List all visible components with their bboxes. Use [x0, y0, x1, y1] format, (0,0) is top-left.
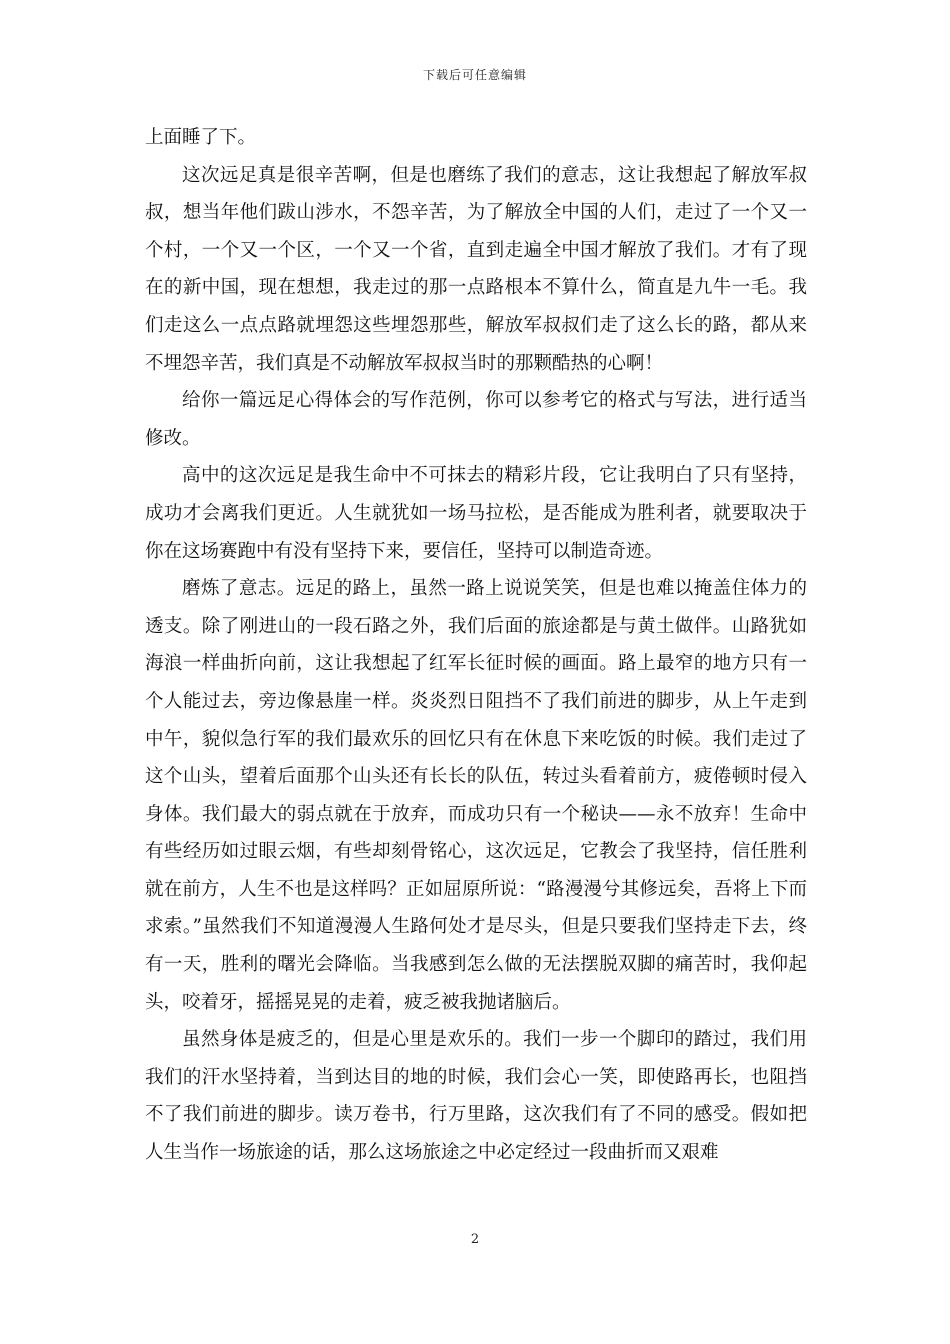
paragraph: 给你一篇远足心得体会的写作范例，你可以参考它的格式与写法，进行适当修改。 — [145, 390, 807, 449]
paragraph-continuation: 上面睡了下。 — [145, 127, 257, 148]
page-number: 2 — [470, 1232, 480, 1247]
paragraph: 高中的这次远足是我生命中不可抹去的精彩片段，它让我明白了只有坚持，成功才会离我们更近。人生就犹如一场马拉松，是否能成为胜利者，就要取决于你在这场赛跑中有没有坚持下来，要信任，坚持可以制造奇迹。 — [145, 465, 807, 562]
paragraph: 虽然身体是疲乏的，但是心里是欢乐的。我们一步一个脚印的踏过，我们用我们的汗水坚持着，当到达目的地的时候，我们会心一笑，即使路再长，也阻挡不了我们前进的脚步。读万卷书，行万里路，这次我们有了不同的感受。假如把人生当作一场旅途的话，那么这场旅途之中必定经过一段曲折而又艰难 — [145, 1029, 807, 1164]
page-header: 下载后可任意编辑 — [422, 68, 527, 82]
document-body — [145, 119, 807, 1172]
paragraph: 磨炼了意志。远足的路上，虽然一路上说说笑笑，但是也难以掩盖住体力的透支。除了刚进山的一段石路之外，我们后面的旅途都是与黄土做伴。山路犹如海浪一样曲折向前，这让我想起了红军长征时候的画面。路上最窄的地方只有一个人能过去，旁边像悬崖一样。炎炎烈日阻挡不了我们前进的脚步，从上午走到中午，貌似急行军的我们最欢乐的回忆只有在休息下来吃饭的时候。我们走过了这个山头，望着后面那个山头还有长长的队伍，转过头看着前方，疲倦顿时侵入身体。我们最大的弱点就在于放弃，而成功只有一个秘诀——永不放弃！生命中有些经历如过眼云烟，有些却刻骨铭心，这次远足，它教会了我坚持，信任胜利就在前方，人生不也是这样吗？正如屈原所说：“路漫漫兮其修远矣，吾将上下而求索。”虽然我们不知道漫漫人生路何处才是尽头，但是只要我们坚持走下去，终有一天，胜利的曙光会降临。当我感到怎么做的无法摆脱双脚的痛苦时，我仰起头，咬着牙，摇摇晃晃的走着，疲乏被我抛诸脑后。 — [145, 578, 807, 1013]
paragraph: 这次远足真是很辛苦啊，但是也磨练了我们的意志，这让我想起了解放军叔叔，想当年他们跋山涉水，不怨辛苦，为了解放全中国的人们，走过了一个又一个村，一个又一个区，一个又一个省，直到走遍全中国才解放了我们。才有了现在的新中国，现在想想，我走过的那一点路根本不算什么，简直是九牛一毛。我们走这么一点点路就埋怨这些埋怨那些，解放军叔叔们走了这么长的路，都从来不埋怨辛苦，我们真是不动解放军叔叔当时的那颗酷热的心啊！ — [145, 164, 807, 374]
